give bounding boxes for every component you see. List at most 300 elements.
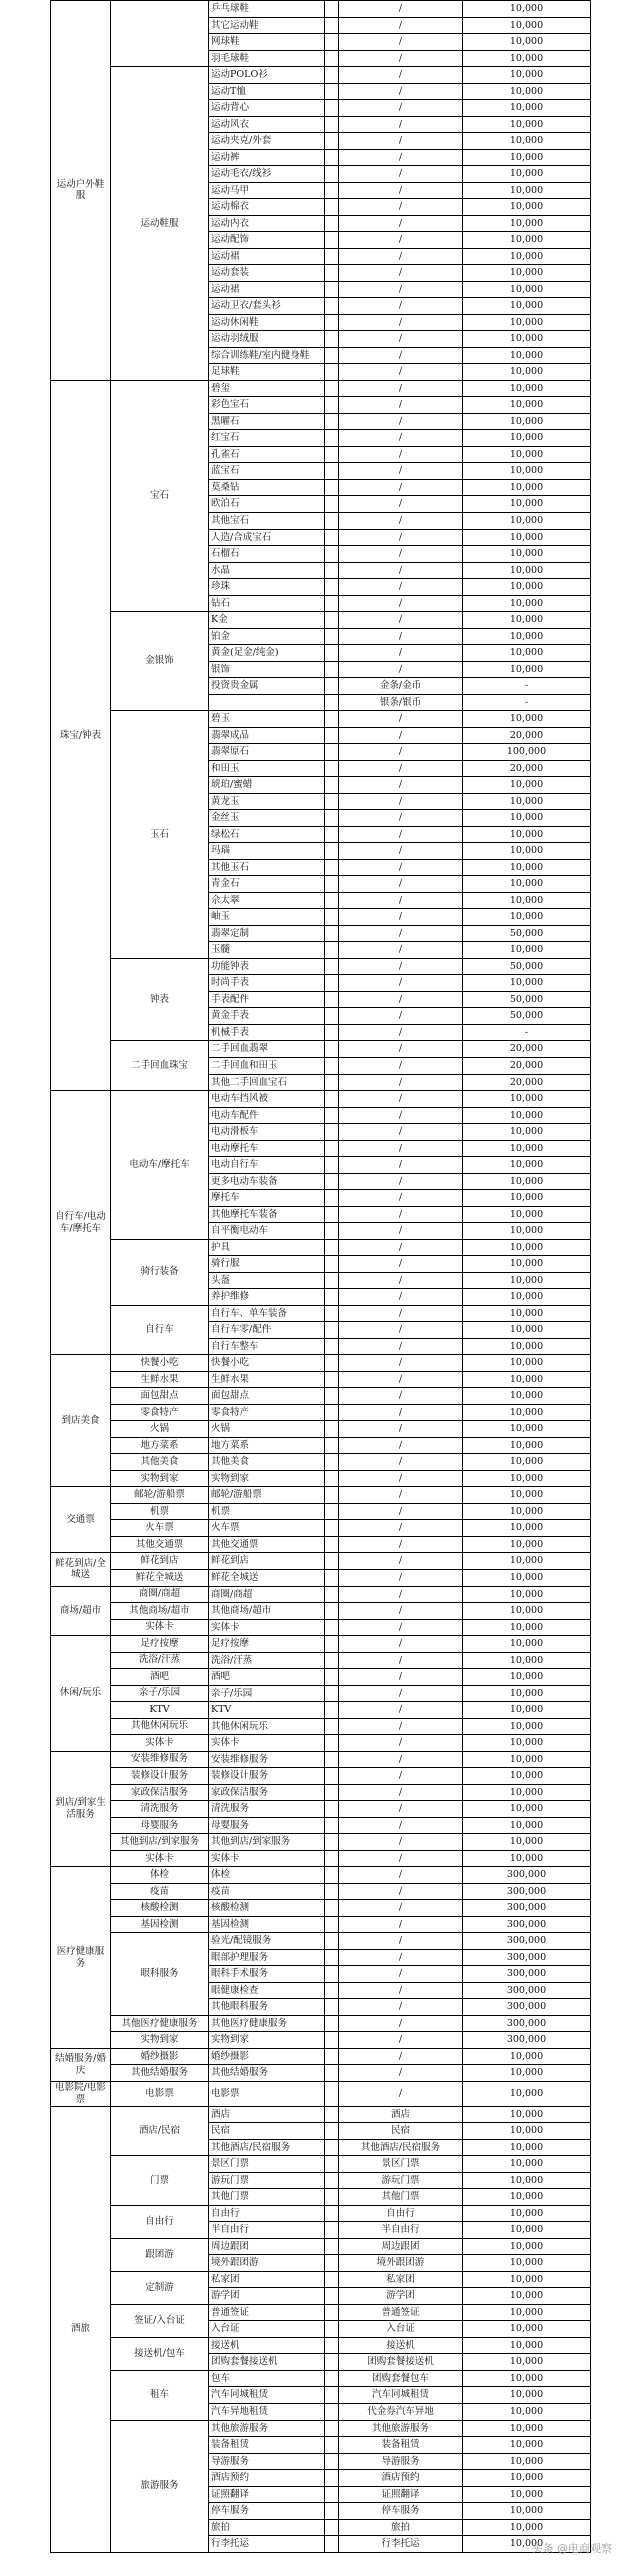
deposit-amount-cell: 10,000 <box>463 166 591 183</box>
spacer-cell <box>325 1355 339 1372</box>
table-row <box>51 2106 591 2123</box>
level3-category-cell: 投资贵金属 <box>209 678 325 695</box>
level4-category-cell: / <box>339 1652 463 1669</box>
spacer-cell <box>325 612 339 629</box>
level4-category-cell: 入台证 <box>339 2321 463 2338</box>
deposit-amount-cell: 300,000 <box>463 1982 591 1999</box>
table-row <box>51 2337 591 2354</box>
spacer-cell <box>325 2032 339 2049</box>
level4-category-cell: / <box>339 1784 463 1801</box>
deposit-amount-cell: 10,000 <box>463 826 591 843</box>
table-row <box>51 1520 591 1537</box>
level3-category-cell: 游玩门票 <box>209 2172 325 2189</box>
table-row <box>51 1569 591 1586</box>
level3-category-cell <box>209 694 325 711</box>
deposit-amount-cell: 10,000 <box>463 2081 591 2106</box>
level2-category-cell: 火车票 <box>111 1520 209 1537</box>
deposit-amount-cell: 10,000 <box>463 1124 591 1141</box>
table-row <box>51 1503 591 1520</box>
deposit-amount-cell: 10,000 <box>463 1603 591 1620</box>
spacer-cell <box>325 2156 339 2173</box>
level4-category-cell: / <box>339 1157 463 1174</box>
spacer-cell <box>325 2015 339 2032</box>
level2-category-cell: 门票 <box>111 2156 209 2206</box>
deposit-amount-cell: 10,000 <box>463 496 591 513</box>
spacer-cell <box>325 892 339 909</box>
deposit-amount-cell: 10,000 <box>463 512 591 529</box>
level4-category-cell: / <box>339 1190 463 1207</box>
level3-category-cell: 黑曜石 <box>209 413 325 430</box>
spacer-cell <box>325 1933 339 1950</box>
level4-category-cell: / <box>339 1834 463 1851</box>
table-row <box>51 1536 591 1553</box>
level2-category-cell: 电动车/摩托车 <box>111 1091 209 1240</box>
spacer-cell <box>325 1603 339 1620</box>
level2-category-cell: 钟表 <box>111 958 209 1041</box>
level2-category-cell: 亲子/乐园 <box>111 1685 209 1702</box>
spacer-cell <box>325 1966 339 1983</box>
spacer-cell <box>325 1751 339 1768</box>
watermark: 头条 @电商观察 <box>531 2542 612 2555</box>
spacer-cell <box>325 1834 339 1851</box>
table-row <box>51 2015 591 2032</box>
level4-category-cell: 团购套餐接送机 <box>339 2354 463 2371</box>
level4-category-cell: / <box>339 17 463 34</box>
spacer-cell <box>325 446 339 463</box>
spacer-cell <box>325 1685 339 1702</box>
level3-category-cell: 运动T恤 <box>209 83 325 100</box>
level4-category-cell: / <box>339 1 463 18</box>
level3-category-cell: 电动车挡风被 <box>209 1091 325 1108</box>
level4-category-cell: / <box>339 1437 463 1454</box>
level3-category-cell: 面包甜点 <box>209 1388 325 1405</box>
level4-category-cell: / <box>339 67 463 84</box>
level4-category-cell: 导游服务 <box>339 2453 463 2470</box>
deposit-amount-cell: 10,000 <box>463 628 591 645</box>
category-deposit-table <box>50 0 591 2553</box>
deposit-amount-cell: 20,000 <box>463 760 591 777</box>
deposit-amount-cell: 10,000 <box>463 529 591 546</box>
table-row <box>51 1553 591 1570</box>
deposit-amount-cell: 10,000 <box>463 265 591 282</box>
deposit-amount-cell: 10,000 <box>463 2106 591 2123</box>
spacer-cell <box>325 1124 339 1141</box>
level3-category-cell: 母婴服务 <box>209 1817 325 1834</box>
level3-category-cell: 其他到店/到家服务 <box>209 1834 325 1851</box>
spacer-cell <box>325 1190 339 1207</box>
spacer-cell <box>325 2255 339 2272</box>
deposit-amount-cell: 10,000 <box>463 17 591 34</box>
deposit-amount-cell: 10,000 <box>463 909 591 926</box>
deposit-amount-cell: 300,000 <box>463 1867 591 1884</box>
level3-category-cell: 运动内衣 <box>209 215 325 232</box>
table-row <box>51 1834 591 1851</box>
level3-category-cell: 停车服务 <box>209 2503 325 2520</box>
level4-category-cell: 旅拍 <box>339 2519 463 2536</box>
spacer-cell <box>325 2536 339 2553</box>
level4-category-cell: / <box>339 314 463 331</box>
level2-category-cell: 自行车 <box>111 1305 209 1355</box>
level4-category-cell: / <box>339 826 463 843</box>
level4-category-cell: 其他门票 <box>339 2189 463 2206</box>
spacer-cell <box>325 1503 339 1520</box>
deposit-amount-cell: 10,000 <box>463 1487 591 1504</box>
spacer-cell <box>325 1619 339 1636</box>
deposit-amount-cell: 10,000 <box>463 1784 591 1801</box>
spacer-cell <box>325 1 339 18</box>
table-row <box>51 1652 591 1669</box>
spacer-cell <box>325 991 339 1008</box>
deposit-amount-cell: 10,000 <box>463 579 591 596</box>
spacer-cell <box>325 1140 339 1157</box>
level1-category-cell: 电影院/电影票 <box>51 2081 111 2106</box>
level3-category-cell: 实物到家 <box>209 2032 325 2049</box>
spacer-cell <box>325 298 339 315</box>
level3-category-cell: 民宿 <box>209 2123 325 2140</box>
deposit-amount-cell: 50,000 <box>463 958 591 975</box>
level3-category-cell: 其他酒店/民宿服务 <box>209 2139 325 2156</box>
spacer-cell <box>325 579 339 596</box>
deposit-amount-cell: 10,000 <box>463 645 591 662</box>
level4-category-cell: / <box>339 496 463 513</box>
level3-category-cell: 装备租赁 <box>209 2437 325 2454</box>
level3-category-cell: 蓝宝石 <box>209 463 325 480</box>
level4-category-cell: / <box>339 1487 463 1504</box>
spacer-cell <box>325 1982 339 1999</box>
spacer-cell <box>325 1421 339 1438</box>
level4-category-cell: / <box>339 925 463 942</box>
deposit-amount-cell: 10,000 <box>463 1636 591 1653</box>
spacer-cell <box>325 1916 339 1933</box>
level3-category-cell: 导游服务 <box>209 2453 325 2470</box>
table-row <box>51 1669 591 1686</box>
deposit-amount-cell: 10,000 <box>463 1239 591 1256</box>
level3-category-cell: 生鲜水果 <box>209 1371 325 1388</box>
level3-category-cell: 体检 <box>209 1867 325 1884</box>
deposit-amount-cell: 300,000 <box>463 1883 591 1900</box>
level4-category-cell: / <box>339 281 463 298</box>
spacer-cell <box>325 1949 339 1966</box>
table-row <box>51 2238 591 2255</box>
deposit-amount-cell: 10,000 <box>463 1520 591 1537</box>
level4-category-cell: / <box>339 413 463 430</box>
level2-category-cell: 其他医疗健康服务 <box>111 2015 209 2032</box>
deposit-amount-cell: 10,000 <box>463 843 591 860</box>
level4-category-cell: / <box>339 1503 463 1520</box>
spacer-cell <box>325 83 339 100</box>
level2-category-cell: 邮轮/游船票 <box>111 1487 209 1504</box>
level4-category-cell: / <box>339 876 463 893</box>
spacer-cell <box>325 744 339 761</box>
deposit-amount-cell: 10,000 <box>463 1850 591 1867</box>
level3-category-cell: 运动背心 <box>209 100 325 117</box>
table-row <box>51 1751 591 1768</box>
deposit-amount-cell: 10,000 <box>463 1404 591 1421</box>
level2-category-cell: 鲜花到店 <box>111 1553 209 1570</box>
level4-category-cell: / <box>339 1058 463 1075</box>
level3-category-cell: 其它运动鞋 <box>209 17 325 34</box>
level3-category-cell: 碧玺 <box>209 380 325 397</box>
level4-category-cell: 私家团 <box>339 2271 463 2288</box>
spacer-cell <box>325 2337 339 2354</box>
deposit-amount-cell: 10,000 <box>463 364 591 381</box>
level3-category-cell: 自平衡电动车 <box>209 1223 325 1240</box>
deposit-amount-cell: 10,000 <box>463 1569 591 1586</box>
level4-category-cell: / <box>339 793 463 810</box>
deposit-amount-cell: 10,000 <box>463 1817 591 1834</box>
level2-category-cell: 实体卡 <box>111 1735 209 1752</box>
deposit-amount-cell: 10,000 <box>463 2156 591 2173</box>
deposit-amount-cell: 10,000 <box>463 2337 591 2354</box>
spacer-cell <box>325 2271 339 2288</box>
deposit-amount-cell: 10,000 <box>463 2304 591 2321</box>
deposit-amount-cell: 10,000 <box>463 1289 591 1306</box>
level4-category-cell: / <box>339 182 463 199</box>
spacer-cell <box>325 133 339 150</box>
level4-category-cell: / <box>339 991 463 1008</box>
level4-category-cell: / <box>339 1421 463 1438</box>
level3-category-cell: 清洗服务 <box>209 1801 325 1818</box>
spacer-cell <box>325 909 339 926</box>
level3-category-cell: 钻石 <box>209 595 325 612</box>
deposit-amount-cell: 20,000 <box>463 1058 591 1075</box>
spacer-cell <box>325 694 339 711</box>
level2-category-cell: 疫苗 <box>111 1883 209 1900</box>
level3-category-cell: 其他商场/超市 <box>209 1603 325 1620</box>
level3-category-cell: 景区门票 <box>209 2156 325 2173</box>
level4-category-cell: / <box>339 1850 463 1867</box>
level3-category-cell: 电动自行车 <box>209 1157 325 1174</box>
level4-category-cell: / <box>339 166 463 183</box>
level3-category-cell: 彩色宝石 <box>209 397 325 414</box>
level4-category-cell: / <box>339 1091 463 1108</box>
level3-category-cell: 快餐小吃 <box>209 1355 325 1372</box>
level3-category-cell: 鲜花到店 <box>209 1553 325 1570</box>
spacer-cell <box>325 100 339 117</box>
deposit-amount-cell: - <box>463 1024 591 1041</box>
spacer-cell <box>325 2503 339 2520</box>
level3-category-cell: 绿松石 <box>209 826 325 843</box>
level3-category-cell: 机票 <box>209 1503 325 1520</box>
deposit-amount-cell: 10,000 <box>463 661 591 678</box>
level3-category-cell: 婚纱摄影 <box>209 2048 325 2065</box>
spacer-cell <box>325 1850 339 1867</box>
level3-category-cell: 眼部护理服务 <box>209 1949 325 1966</box>
level2-category-cell: 其他休闲玩乐 <box>111 1718 209 1735</box>
deposit-amount-cell: 10,000 <box>463 2470 591 2487</box>
deposit-amount-cell: 10,000 <box>463 2354 591 2371</box>
level2-category-cell: 婚纱摄影 <box>111 2048 209 2065</box>
table-row <box>51 1784 591 1801</box>
deposit-amount-cell: 10,000 <box>463 1470 591 1487</box>
spacer-cell <box>325 628 339 645</box>
level2-category-cell: 自由行 <box>111 2205 209 2238</box>
table-row <box>51 1702 591 1719</box>
table-row <box>51 612 591 629</box>
table-row <box>51 1388 591 1405</box>
level4-category-cell: / <box>339 1338 463 1355</box>
level4-category-cell: / <box>339 1520 463 1537</box>
spacer-cell <box>325 215 339 232</box>
table-row <box>51 380 591 397</box>
level4-category-cell: / <box>339 133 463 150</box>
level4-category-cell: / <box>339 1867 463 1884</box>
spacer-cell <box>325 1239 339 1256</box>
level3-category-cell: 其他玉石 <box>209 859 325 876</box>
spacer-cell <box>325 1256 339 1273</box>
level3-category-cell: 实体卡 <box>209 1619 325 1636</box>
level3-category-cell: 核酸检测 <box>209 1900 325 1917</box>
level3-category-cell: 羽毛球鞋 <box>209 50 325 67</box>
level2-category-cell: 其他结婚服务 <box>111 2065 209 2082</box>
level4-category-cell: / <box>339 1322 463 1339</box>
level3-category-cell: 电影票 <box>209 2081 325 2106</box>
deposit-amount-cell: 10,000 <box>463 1553 591 1570</box>
spacer-cell <box>325 2065 339 2082</box>
level2-category-cell: 商圈/商超 <box>111 1586 209 1603</box>
level2-category-cell: 其他到店/到家服务 <box>111 1834 209 1851</box>
deposit-amount-cell: 10,000 <box>463 2048 591 2065</box>
level4-category-cell: 装备租赁 <box>339 2437 463 2454</box>
level4-category-cell: / <box>339 1619 463 1636</box>
level3-category-cell: 运动马甲 <box>209 182 325 199</box>
level3-category-cell: 酒吧 <box>209 1669 325 1686</box>
deposit-amount-cell: 10,000 <box>463 479 591 496</box>
level4-category-cell: / <box>339 744 463 761</box>
level4-category-cell: 代金券汽车异地 <box>339 2404 463 2421</box>
level4-category-cell: / <box>339 2081 463 2106</box>
level3-category-cell: 实体卡 <box>209 1850 325 1867</box>
table-row <box>51 1355 591 1372</box>
deposit-amount-cell: 10,000 <box>463 975 591 992</box>
level4-category-cell: / <box>339 612 463 629</box>
level4-category-cell: / <box>339 463 463 480</box>
deposit-amount-cell: 10,000 <box>463 1173 591 1190</box>
deposit-amount-cell: 10,000 <box>463 546 591 563</box>
level2-category-cell: 电影票 <box>111 2081 209 2106</box>
deposit-amount-cell: - <box>463 694 591 711</box>
level2-category-cell: 面包甜点 <box>111 1388 209 1405</box>
spacer-cell <box>325 1058 339 1075</box>
spacer-cell <box>325 1404 339 1421</box>
level3-category-cell: 行李托运 <box>209 2536 325 2553</box>
spacer-cell <box>325 116 339 133</box>
level3-category-cell: 岫玉 <box>209 909 325 926</box>
level3-category-cell: 欧泊石 <box>209 496 325 513</box>
spacer-cell <box>325 1008 339 1025</box>
level4-category-cell: 证照翻译 <box>339 2486 463 2503</box>
level3-category-cell: 私家团 <box>209 2271 325 2288</box>
deposit-amount-cell: 100,000 <box>463 744 591 761</box>
deposit-amount-cell: 10,000 <box>463 83 591 100</box>
deposit-amount-cell: 10,000 <box>463 2271 591 2288</box>
table-row <box>51 2205 591 2222</box>
level3-category-cell: 验光/配镜服务 <box>209 1933 325 1950</box>
level4-category-cell: / <box>339 1404 463 1421</box>
spacer-cell <box>325 67 339 84</box>
level4-category-cell: / <box>339 645 463 662</box>
deposit-amount-cell: 10,000 <box>463 413 591 430</box>
level3-category-cell: 运动裙 <box>209 248 325 265</box>
level4-category-cell: / <box>339 1305 463 1322</box>
level4-category-cell: / <box>339 2065 463 2082</box>
level3-category-cell: 翡翠定制 <box>209 925 325 942</box>
level4-category-cell: / <box>339 380 463 397</box>
deposit-amount-cell: 10,000 <box>463 1157 591 1174</box>
deposit-amount-cell: 10,000 <box>463 1801 591 1818</box>
level2-category-cell: KTV <box>111 1702 209 1719</box>
spacer-cell <box>325 1536 339 1553</box>
spacer-cell <box>325 1867 339 1884</box>
spacer-cell <box>325 2453 339 2470</box>
spacer-cell <box>325 34 339 51</box>
spacer-cell <box>325 1272 339 1289</box>
level4-category-cell: / <box>339 1272 463 1289</box>
level3-category-cell: 亲子/乐园 <box>209 1685 325 1702</box>
spacer-cell <box>325 1470 339 1487</box>
level3-category-cell: 黄金手表 <box>209 1008 325 1025</box>
level4-category-cell: / <box>339 2032 463 2049</box>
level3-category-cell: 商圈/商超 <box>209 1586 325 1603</box>
level3-category-cell: 自行车、单车装备 <box>209 1305 325 1322</box>
level4-category-cell: / <box>339 298 463 315</box>
spacer-cell <box>325 512 339 529</box>
spacer-cell <box>325 1487 339 1504</box>
deposit-amount-cell: 10,000 <box>463 182 591 199</box>
level4-category-cell: 团购套餐包车 <box>339 2370 463 2387</box>
spacer-cell <box>325 380 339 397</box>
deposit-amount-cell: 10,000 <box>463 1388 591 1405</box>
spacer-cell <box>325 1999 339 2016</box>
level2-category-cell: 其他交通票 <box>111 1536 209 1553</box>
level3-category-cell: 证照翻译 <box>209 2486 325 2503</box>
level4-category-cell: / <box>339 2015 463 2032</box>
level4-category-cell: / <box>339 1949 463 1966</box>
level3-category-cell: 其他交通票 <box>209 1536 325 1553</box>
deposit-amount-cell: 10,000 <box>463 1834 591 1851</box>
level3-category-cell: 团购套餐接送机 <box>209 2354 325 2371</box>
spacer-cell <box>325 265 339 282</box>
level4-category-cell: / <box>339 777 463 794</box>
level2-category-cell: 洗浴/汗蒸 <box>111 1652 209 1669</box>
deposit-amount-cell: 10,000 <box>463 1669 591 1686</box>
level4-category-cell: / <box>339 512 463 529</box>
level3-category-cell: 养护维修 <box>209 1289 325 1306</box>
level4-category-cell: 其他旅游服务 <box>339 2420 463 2437</box>
level1-category-cell: 鲜花到店/全城送 <box>51 1553 111 1586</box>
spacer-cell <box>325 17 339 34</box>
deposit-amount-cell: 10,000 <box>463 2189 591 2206</box>
level3-category-cell: 其他门票 <box>209 2189 325 2206</box>
level3-category-cell: 水晶 <box>209 562 325 579</box>
spacer-cell <box>325 331 339 348</box>
level3-category-cell: 汽车异地租赁 <box>209 2404 325 2421</box>
level3-category-cell: 莫桑钻 <box>209 479 325 496</box>
level4-category-cell: / <box>339 661 463 678</box>
level4-category-cell: / <box>339 760 463 777</box>
spacer-cell <box>325 2222 339 2239</box>
deposit-amount-cell: 10,000 <box>463 2222 591 2239</box>
level4-category-cell: 其他酒店/民宿服务 <box>339 2139 463 2156</box>
level3-category-cell: 铂金 <box>209 628 325 645</box>
table-row <box>51 711 591 728</box>
spacer-cell <box>325 595 339 612</box>
level4-category-cell: 酒店预约 <box>339 2470 463 2487</box>
level4-category-cell: / <box>339 1636 463 1653</box>
table-row <box>51 67 591 84</box>
spacer-cell <box>325 2304 339 2321</box>
table-row <box>51 1850 591 1867</box>
